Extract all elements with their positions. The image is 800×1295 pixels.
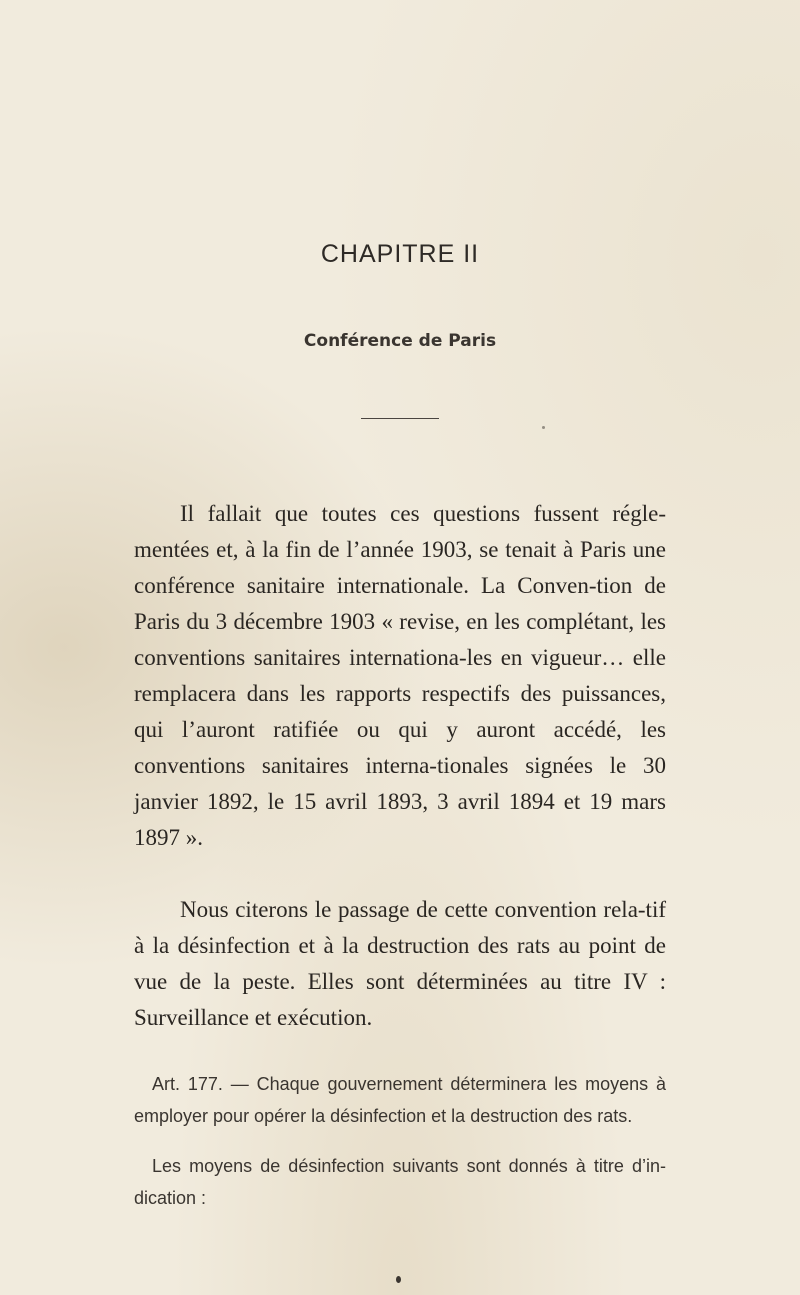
title-divider — [361, 418, 439, 419]
paragraph-2 — [134, 892, 666, 1036]
paragraph-text: Il fallait que toutes ces questions fussent régle-mentées et, à la fin de l’année 1903, se tenait à Paris une conférence sanitaire internationale. La Conven-tion de Paris du 3 décembre 1903 « revise, en les complétant, les conventions sanitaires internationa-les en vigueur… elle remplacera dans les rapports respectifs des puissances, qui l’auront ratifiée ou qui y auront accédé, les conventions sanitaires interna-tionales signées le 30 janvier 1892, le 15 avril 1893, 3 avril 1894 et 19 mars 1897 ». — [134, 501, 666, 850]
section-title: Conférence de Paris — [303, 331, 497, 351]
article-text: Les moyens de désinfection suivants sont donnés à titre d’in-dication : — [134, 1156, 666, 1208]
ink-speck — [542, 426, 545, 429]
paragraph-text: Nous citerons le passage de cette convention rela-tif à la désinfection et à la destruction des rats au point de vue de la peste. Elles sont déterminées au titre IV : Surveillance et exécution. — [134, 897, 666, 1030]
article-text: Art. 177. — Chaque gouvernement déterminera les moyens à employer pour opérer la désinfection et la destruction des rats. — [134, 1074, 666, 1126]
article-177 — [134, 1068, 666, 1132]
ink-speck — [396, 1276, 401, 1283]
paragraph-1 — [134, 496, 666, 856]
chapter-heading: CHAPITRE II — [320, 240, 480, 268]
article-note — [134, 1150, 666, 1214]
